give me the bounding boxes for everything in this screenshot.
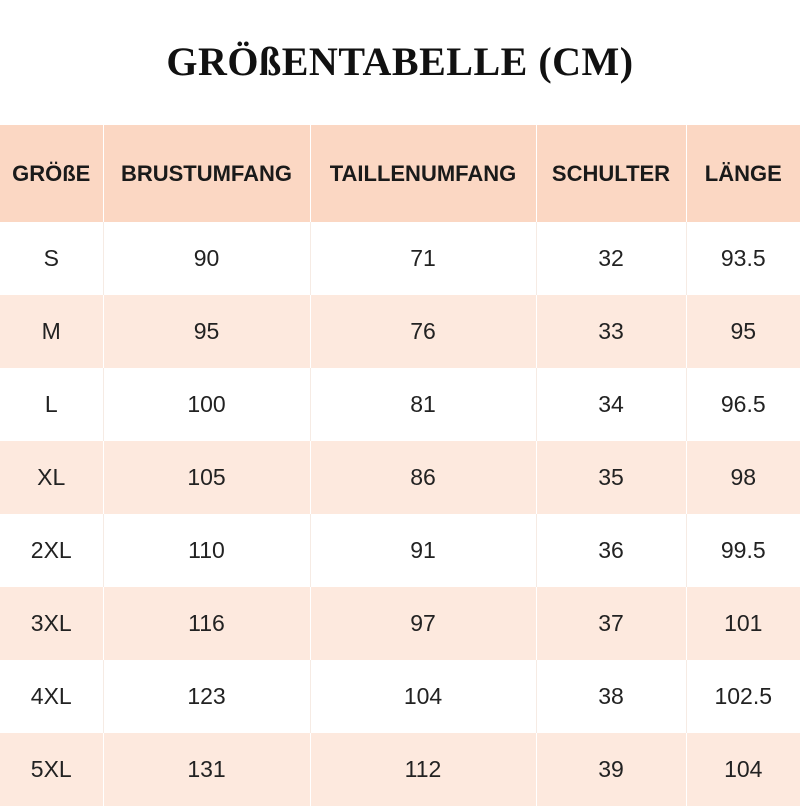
cell-shoulder: 38 (536, 660, 686, 733)
column-header-length: LÄNGE (686, 125, 800, 222)
column-header-size: GRÖßE (0, 125, 103, 222)
cell-size: S (0, 222, 103, 295)
cell-chest: 105 (103, 441, 310, 514)
cell-shoulder: 36 (536, 514, 686, 587)
cell-waist: 81 (310, 368, 536, 441)
cell-shoulder: 32 (536, 222, 686, 295)
cell-size: 5XL (0, 733, 103, 806)
cell-shoulder: 37 (536, 587, 686, 660)
table-row (0, 733, 800, 806)
cell-size: 2XL (0, 514, 103, 587)
cell-chest: 123 (103, 660, 310, 733)
table-row (0, 587, 800, 660)
cell-waist: 91 (310, 514, 536, 587)
cell-waist: 112 (310, 733, 536, 806)
cell-length: 104 (686, 733, 800, 806)
table-row (0, 441, 800, 514)
cell-size: 3XL (0, 587, 103, 660)
cell-shoulder: 33 (536, 295, 686, 368)
column-header-shoulder: SCHULTER (536, 125, 686, 222)
cell-length: 96.5 (686, 368, 800, 441)
table-row (0, 660, 800, 733)
cell-size: L (0, 368, 103, 441)
cell-waist: 71 (310, 222, 536, 295)
table-row (0, 368, 800, 441)
table-header (0, 125, 800, 222)
cell-size: XL (0, 441, 103, 514)
cell-chest: 116 (103, 587, 310, 660)
cell-length: 95 (686, 295, 800, 368)
page-title: GRÖßENTABELLE (CM) (166, 39, 634, 84)
cell-chest: 100 (103, 368, 310, 441)
column-header-waist: TAILLENUMFANG (310, 125, 536, 222)
cell-size: M (0, 295, 103, 368)
cell-chest: 110 (103, 514, 310, 587)
header-row (0, 125, 800, 222)
cell-chest: 90 (103, 222, 310, 295)
table-body (0, 222, 800, 806)
cell-length: 98 (686, 441, 800, 514)
cell-chest: 131 (103, 733, 310, 806)
cell-waist: 86 (310, 441, 536, 514)
cell-shoulder: 39 (536, 733, 686, 806)
cell-chest: 95 (103, 295, 310, 368)
cell-length: 101 (686, 587, 800, 660)
cell-waist: 97 (310, 587, 536, 660)
cell-length: 99.5 (686, 514, 800, 587)
size-chart-table (0, 125, 800, 806)
cell-waist: 104 (310, 660, 536, 733)
cell-shoulder: 35 (536, 441, 686, 514)
cell-size: 4XL (0, 660, 103, 733)
column-header-chest: BRUSTUMFANG (103, 125, 310, 222)
cell-waist: 76 (310, 295, 536, 368)
cell-length: 102.5 (686, 660, 800, 733)
table-row (0, 514, 800, 587)
table-row (0, 222, 800, 295)
cell-shoulder: 34 (536, 368, 686, 441)
table-row (0, 295, 800, 368)
cell-length: 93.5 (686, 222, 800, 295)
